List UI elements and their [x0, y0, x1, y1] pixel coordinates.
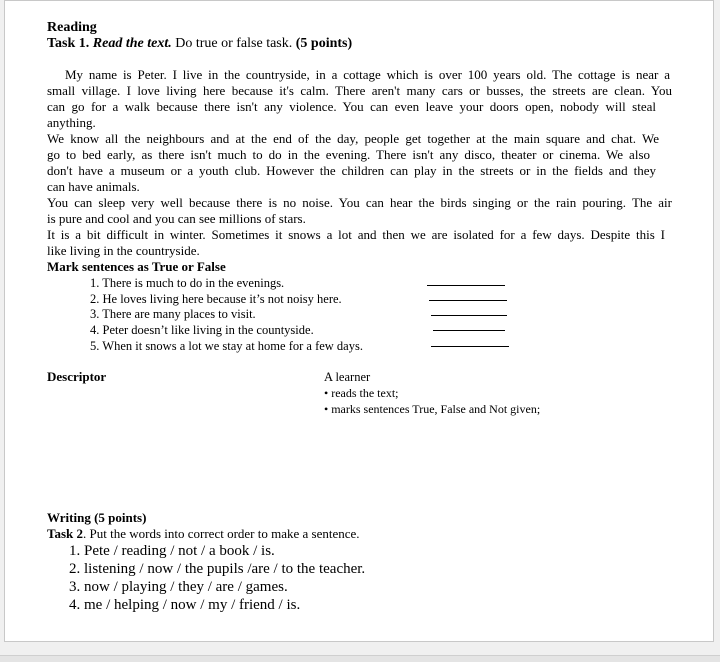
- task1-points: (5 points): [295, 36, 353, 51]
- task2-rest: . Put the words into correct order to make a sentence.: [83, 526, 360, 541]
- descriptor-item: • reads the text;: [324, 386, 399, 400]
- statement-item: 4. Peter doesn’t like living in the countyside.: [90, 323, 314, 337]
- writing-item: 4. me / helping / now / my / friend / is.: [69, 597, 301, 613]
- passage-line: is pure and cool and you can see millions of stars.: [47, 211, 306, 226]
- passage-line: like living in the countryside.: [47, 243, 200, 258]
- statement-item: 1. There is much to do in the evenings.: [90, 276, 285, 290]
- passage-line: My name is Peter. I live in the countryside, in a cottage which is over 100 years old. The cottage is near a: [65, 67, 670, 82]
- task2-instruction: [47, 526, 360, 542]
- passage-line: anything.: [47, 115, 96, 130]
- descriptor-label: Descriptor: [47, 369, 107, 384]
- passage-line: We know all the neighbours and at the end of the day, people get together at the main square and chat. We: [47, 131, 659, 146]
- writing-item: 1. Pete / reading / not / a book / is.: [69, 543, 275, 559]
- task2-label: Task 2: [47, 526, 84, 541]
- statement-item: 5. When it snows a lot we stay at home for a few days.: [90, 339, 363, 353]
- passage-line: can go for a walk because there isn't any violence. You can even leave your doors open, nobody will steal: [47, 99, 656, 114]
- mark-sentences-heading: Mark sentences as True or False: [47, 259, 226, 274]
- passage-line: It is a bit difficult in winter. Sometimes it snows a lot and then we are isolated for a few days. Despite this I: [47, 227, 665, 242]
- passage-line: You can sleep very well because there is no noise. You can hear the birds singing or the rain pouring. The air: [47, 195, 672, 210]
- task1-instruction: [47, 36, 352, 52]
- passage-line: can have animals.: [47, 179, 140, 194]
- descriptor-item: • marks sentences True, False and Not given;: [324, 402, 541, 416]
- task1-italic: Read the text.: [92, 36, 172, 51]
- writing-item: 3. now / playing / they / are / games.: [69, 579, 288, 595]
- answer-blank[interactable]: [427, 285, 505, 286]
- document-page: [4, 0, 714, 642]
- task1-label: Task 1.: [47, 36, 90, 51]
- reading-heading: Reading: [47, 20, 97, 35]
- passage-line: don't have a museum or a youth club. However the children can play in the streets or in the fields and they: [47, 163, 656, 178]
- answer-blank[interactable]: [431, 346, 509, 347]
- descriptor-title: A learner: [324, 370, 371, 384]
- clipped-top-text-left: [49, 0, 109, 3]
- task1-rest: Do true or false task.: [171, 36, 293, 51]
- answer-blank[interactable]: [433, 330, 505, 331]
- answer-blank[interactable]: [429, 300, 507, 301]
- writing-heading: Writing (5 points): [47, 510, 147, 525]
- passage-line: go to bed early, as there isn't much to do in the evening. There isn't any disco, theater or cinema. We also: [47, 147, 650, 162]
- statement-item: 3. There are many places to visit.: [90, 307, 256, 321]
- statement-item: 2. He loves living here because it’s not noisy here.: [90, 292, 342, 306]
- passage-line: small village. I love living here because it's calm. There aren't many cars or busses, the streets are clean. You: [47, 83, 672, 98]
- writing-item: 2. listening / now / the pupils /are / to the teacher.: [69, 561, 366, 577]
- answer-blank[interactable]: [431, 315, 507, 316]
